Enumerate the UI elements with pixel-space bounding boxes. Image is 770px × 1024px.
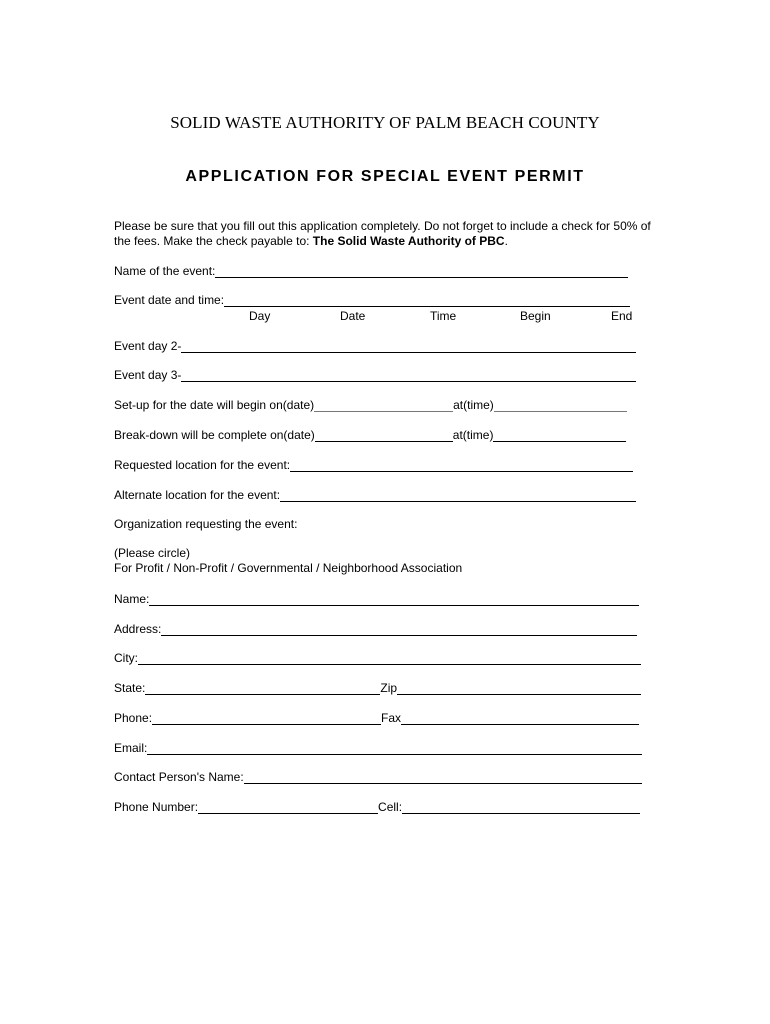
column-end-label: End bbox=[611, 309, 633, 323]
zip-blank[interactable] bbox=[397, 682, 641, 695]
state-zip-row bbox=[114, 680, 641, 695]
event-day-3-label: Event day 3- bbox=[114, 368, 182, 382]
event-date-time-blank[interactable] bbox=[224, 294, 630, 307]
org-type-instruction: (Please circle) bbox=[114, 546, 191, 560]
breakdown-date-blank[interactable] bbox=[315, 429, 453, 442]
setup-date-label: Set-up for the date will begin on(date) bbox=[114, 398, 315, 412]
event-day-2-row bbox=[114, 338, 636, 353]
city-row bbox=[114, 650, 641, 665]
name-blank[interactable] bbox=[149, 593, 639, 606]
state-blank[interactable] bbox=[145, 682, 380, 695]
event-date-time-row bbox=[114, 292, 630, 307]
setup-date-blank[interactable] bbox=[314, 399, 453, 412]
phone-blank[interactable] bbox=[152, 712, 381, 725]
event-name-label: Name of the event: bbox=[114, 264, 216, 278]
breakdown-time-blank[interactable] bbox=[493, 429, 626, 442]
column-begin-label: Begin bbox=[520, 309, 551, 323]
name-row bbox=[114, 591, 639, 606]
intro-end: . bbox=[504, 234, 508, 248]
cell-blank[interactable] bbox=[402, 801, 640, 814]
contact-person-label: Contact Person's Name: bbox=[114, 770, 244, 784]
event-day-3-blank[interactable] bbox=[181, 369, 636, 382]
address-blank[interactable] bbox=[161, 623, 637, 636]
breakdown-date-label: Break-down will be complete on(date) bbox=[114, 428, 315, 442]
intro-text: Please be sure that you fill out this application completely. Do not forget to include a check for 50% of the fees. Make the check payable to: bbox=[114, 219, 651, 248]
intro-payee: The Solid Waste Authority of PBC bbox=[312, 234, 505, 248]
zip-label: Zip bbox=[380, 681, 398, 695]
fax-blank[interactable] bbox=[401, 712, 639, 725]
breakdown-row bbox=[114, 427, 626, 442]
phone-number-label: Phone Number: bbox=[114, 800, 199, 814]
setup-row bbox=[114, 397, 627, 412]
city-label: City: bbox=[114, 651, 138, 665]
phone-number-blank[interactable] bbox=[198, 801, 378, 814]
alternate-location-row bbox=[114, 487, 636, 502]
event-day-3-row bbox=[114, 367, 636, 382]
column-time-label: Time bbox=[430, 309, 457, 323]
column-day-label: Day bbox=[249, 309, 271, 323]
state-label: State: bbox=[114, 681, 146, 695]
requested-location-blank[interactable] bbox=[290, 459, 633, 472]
address-row bbox=[114, 621, 637, 636]
phone-fax-row bbox=[114, 710, 639, 725]
alternate-location-label: Alternate location for the event: bbox=[114, 488, 281, 502]
form-title: APPLICATION FOR SPECIAL EVENT PERMIT bbox=[185, 168, 585, 185]
alternate-location-blank[interactable] bbox=[280, 489, 636, 502]
requested-location-row bbox=[114, 457, 633, 472]
intro-paragraph bbox=[114, 219, 654, 249]
cell-label: Cell: bbox=[378, 800, 403, 814]
fax-label: Fax bbox=[381, 711, 402, 725]
breakdown-time-label: at(time) bbox=[452, 428, 494, 442]
organization-title: SOLID WASTE AUTHORITY OF PALM BEACH COUNTY bbox=[170, 113, 600, 132]
name-label: Name: bbox=[114, 592, 150, 606]
org-type-options[interactable]: For Profit / Non-Profit / Governmental / Neighborhood Association bbox=[114, 561, 463, 575]
email-blank[interactable] bbox=[147, 742, 642, 755]
email-label: Email: bbox=[114, 741, 148, 755]
setup-time-label: at(time) bbox=[453, 398, 494, 412]
contact-person-row bbox=[114, 769, 642, 784]
address-label: Address: bbox=[114, 622, 162, 636]
event-date-time-label: Event date and time: bbox=[114, 293, 225, 307]
email-row bbox=[114, 740, 642, 755]
event-name-row bbox=[114, 263, 628, 278]
city-blank[interactable] bbox=[138, 652, 641, 665]
phone-number-cell-row bbox=[114, 799, 640, 814]
requested-location-label: Requested location for the event: bbox=[114, 458, 291, 472]
event-day-2-blank[interactable] bbox=[181, 340, 636, 353]
phone-label: Phone: bbox=[114, 711, 153, 725]
contact-person-blank[interactable] bbox=[244, 771, 642, 784]
event-day-2-label: Event day 2- bbox=[114, 339, 182, 353]
organization-label: Organization requesting the event: bbox=[114, 517, 298, 531]
event-name-blank[interactable] bbox=[215, 265, 628, 278]
column-date-label: Date bbox=[340, 309, 366, 323]
setup-time-blank[interactable] bbox=[494, 399, 627, 412]
